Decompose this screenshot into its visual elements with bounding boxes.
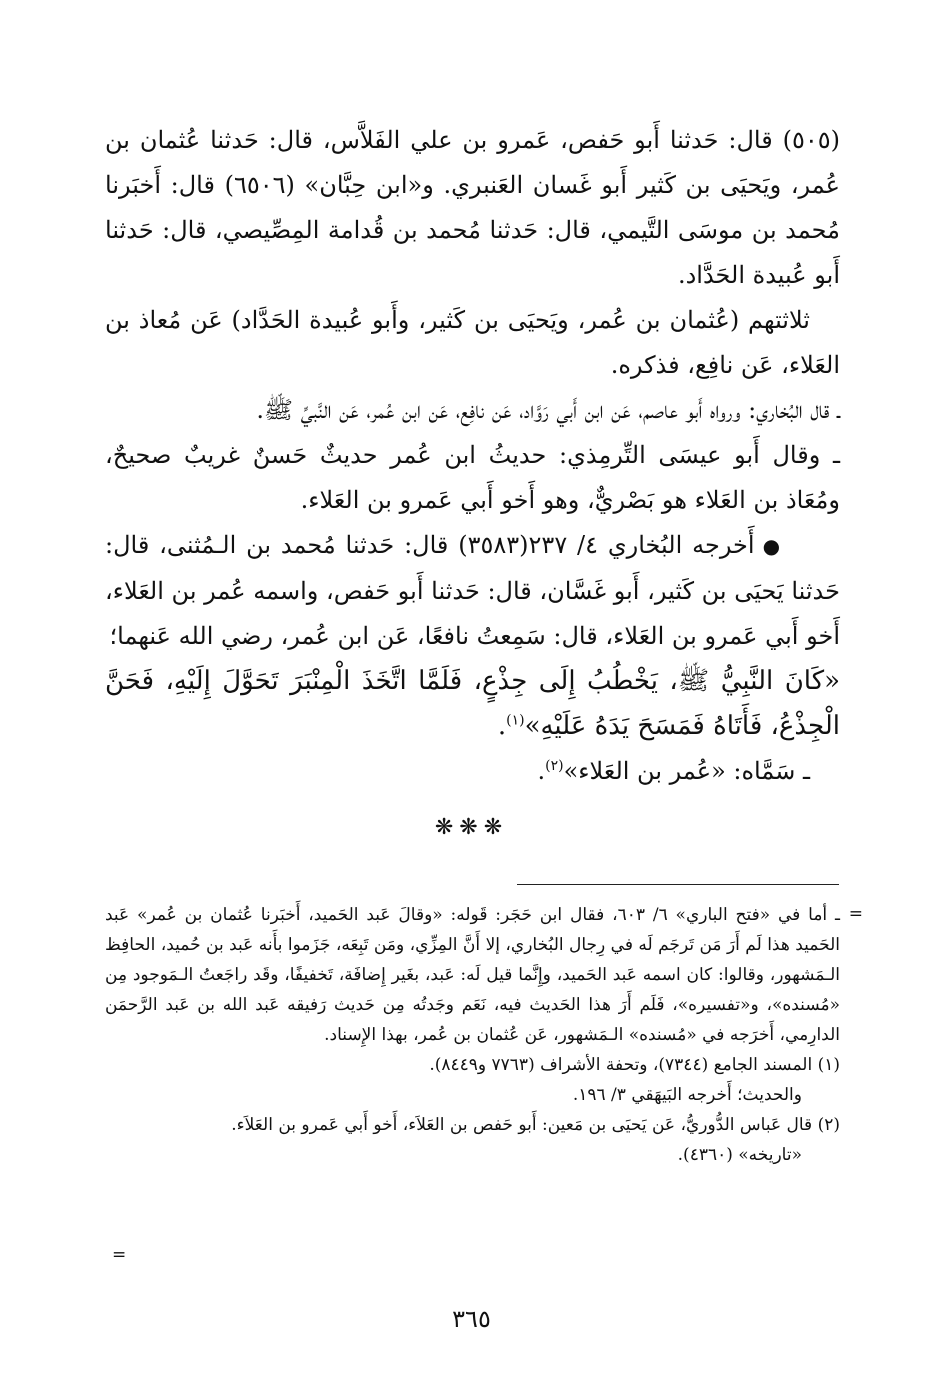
continuation-marker: = (848, 904, 863, 924)
paragraph-1: (٥٠٥) قال: حَدثنا أَبو حَفص، عَمرو بن علي الفَلاَّس، قال: حَدثنا عُثمان بن عُمر، ويَحيَى بن كَثير أَبو غَسان العَنبري. و«ابن حِبَّان» (٦٥٠٦) قال: أَخبَرنا مُحمد بن موسَى التَّيمي، قال: حَدثنا مُحمد بن قُدامة المِصِّيصي، قال: حَدثنا أَبو عُبيدة الحَدَّاد. (105, 126, 840, 289)
paragraph-7 (105, 749, 840, 794)
hadith-text: «كَانَ النَّبِيُّ ﷺ، يَخْطُبُ إِلَى جِذْعٍ، فَلَمَّا اتَّخَذَ الْمِنْبَرَ تَحَوَّلَ إِلَيْهِ، فَحَنَّ الْجِذْعُ، فَأَتَاهُ فَمَسَحَ يَدَهُ عَلَيْهِ» (105, 666, 840, 741)
paragraph-4: ـ وقال أَبو عيسَى التِّرمِذي: حديثُ ابن عُمر حديثٌ حَسنٌ غريبٌ صحيحٌ، ومُعَاذ بن العَلاء هو بَصْريٌّ، وهو أَخو أَبي عَمرو بن العَلاء. (105, 441, 840, 514)
paragraph-5-text: أَخرجه البُخاري ٤/ ٢٣٧(٣٥٨٣) قال: حَدثنا مُحمد بن الـمُثنى، قال: حَدثنا يَحيَى بن كَثير، أَبو غَسَّان، قال: حَدثنا أَبو حَفص، واسمه عُمر بن العَلاء، أَخو أَبي عَمرو بن العَلاء، قال: سَمِعتُ نافعًا، عَن ابن عُمر، رضي الله عَنهما؛ (105, 531, 840, 650)
footnotes (105, 900, 840, 1170)
footnote-ref-1: (١) (506, 712, 525, 729)
paragraph-7-end: . (537, 757, 546, 785)
footnote-1: (١) المسند الجامع (٧٣٤٤)، وتحفة الأشراف (٧٧٦٣ و٨٤٤٩). (429, 1055, 840, 1075)
paragraph-3: ـ قال البُخاري: ورواه أَبو عاصم، عَن ابن أَبي رَوَّاد، عَن نافِع، عَن ابن عُمر، عَن النَّبيِّ ﷺ. (256, 396, 840, 424)
hadith-quote (105, 659, 840, 749)
footnote-ref-2: (٢) (545, 758, 564, 774)
section-separator: ❋❋❋ (434, 815, 509, 840)
footnote-continuation: ـ أما في «فتح الباري» ٦/ ٦٠٣، فقال ابن حَجَر: قَوله: «وقالَ عَبد الحَميد، أَخبَرنا عُثمان بن عُمر» عَبد الحَميد هذا لَم أَرَ مَن تَرجَم لَه في رِجال البُخاري، إلا أَنَّ المِزِّي، ومَن تَبِعَه، جَزَموا بأَنه عَبد بن حُميد، الحافِظ الـمَشهور، وقالوا: كان اسمه عَبد الحَميد، وإِنَّما قيل لَه: عَبد، بغَير إِضافَة، تَخفيفًا، وقَد راجَعتُ الـمَوجود مِن «مُسنده»، و«تفسيره»، فَلَم أَرَ هذا الحَديث فيه، نَعَم وجَدتُه مِن حَديث رَفيقه عَبد الله بن عَبد الرَّحمَن الدارِمي، أَخرَجه في «مُسنده» الـمَشهور، عَن عُثمان بن عُمر، بهذا الإِسناد. (105, 905, 840, 1045)
footnote-2: (٢) قال عَباس الدُّوريُّ، عَن يَحيَى بن مَعين: أَبو حَفص بن العَلاَء، أَخو أَبي عَمرو بن العَلاَء. (231, 1115, 840, 1135)
main-text (105, 118, 840, 794)
footnote-divider (517, 884, 839, 885)
hadith-end: . (497, 711, 507, 741)
page-number: ٣٦٥ (452, 1305, 491, 1333)
footnote-1-sub: والحديث؛ أَخرجه البَيهَقي ٣/ ١٩٦. (572, 1085, 802, 1105)
paragraph-7-text: ـ سَمَّاه: «عُمر بن العَلاء» (563, 757, 810, 785)
paragraph-5 (105, 523, 840, 659)
paragraph-2: ثلاثتهم (عُثمان بن عُمر، ويَحيَى بن كَثير، وأَبو عُبيدة الحَدَّاد) عَن مُعاذ بن العَلاء، عَن نافِع، فذكره. (105, 306, 840, 379)
continued-marker: = (112, 1245, 127, 1265)
bullet-icon: ● (762, 534, 781, 558)
footnote-2-sub: «تاريخه» (٤٣٦٠). (677, 1145, 802, 1165)
